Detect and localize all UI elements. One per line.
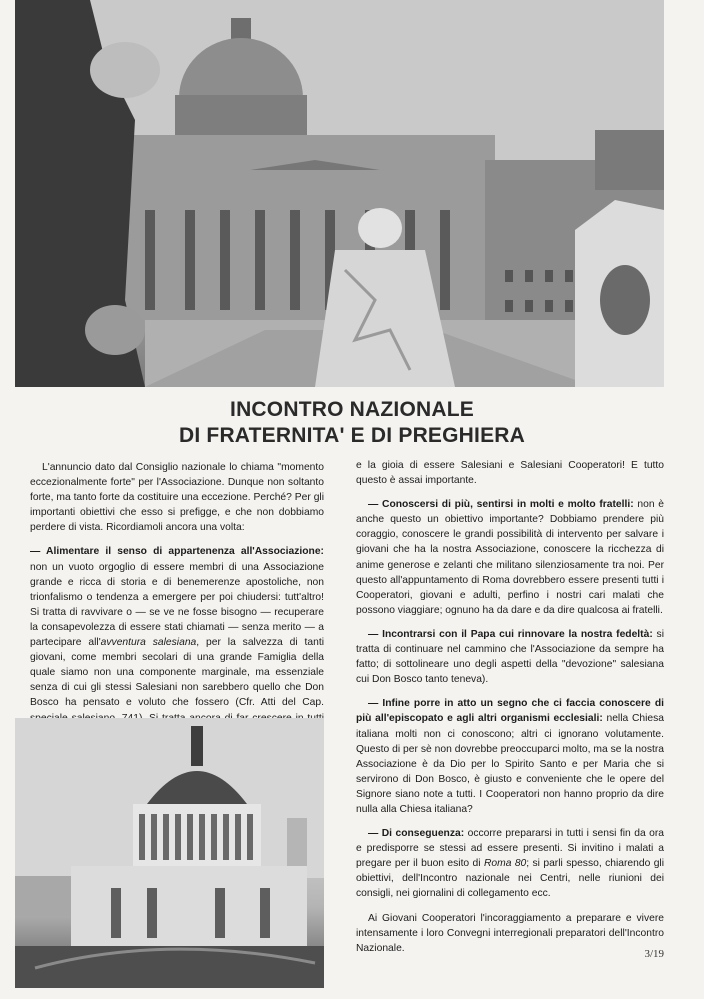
paragraph-segno (356, 696, 664, 817)
headline-line-2: DI FRATERNITA' E DI PREGHIERA (178, 424, 526, 447)
paragraph-appartenenza (30, 544, 324, 740)
body-conseguenza-a: occorre prepararsi in tutti i sensi fin da ora e predisporre se stessi ad essere presenti. Si invitino i malati a pregare per il buon esito di (356, 828, 664, 870)
lead-papa: — Incontrarsi con il Papa cui rinnovare la nostra fedeltà: (368, 628, 653, 640)
page-number: 3/19 (644, 948, 664, 960)
lead-conoscersi: — Conoscersi di più, sentirsi in molti e molto fratelli: (368, 499, 634, 511)
lead-segno: — Infine porre in atto un segno che ci faccia conoscere di più all'episcopato e agli altri organismi ecclesiali: (356, 698, 664, 725)
italic-roma-80: Roma 80 (483, 858, 527, 870)
body-appartenenza-a: non un vuoto orgoglio di essere membri di una Associazione grande e ricca di storia e di benemerenze apostoliche, non trionfalismo o tendenza a emergere per poi chiudersi: tutt'altro! Si tratta di ravvivare o — se ve ne fosse bisogno — recuperare la consapevolezza di essere stati chiamati — senza merito — a partecipare all' (30, 561, 324, 649)
headline-line-1: INCONTRO NAZIONALE (230, 398, 474, 421)
st-peters-basilica-photo (15, 0, 664, 387)
lead-conseguenza: — Di conseguenza: (368, 828, 465, 840)
lead-appartenenza: — Alimentare il senso di appartenenza all'Associazione: (30, 546, 324, 558)
paragraph-gioia: e la gioia di essere Salesiani e Salesiani Cooperatori! E tutto questo è assai importante. (356, 460, 664, 487)
left-column (30, 460, 324, 750)
body-conoscersi: non è anche questo un obiettivo importante? Dobbiamo prendere più coraggio, conoscere le grandi possibilità di intervento per salvare i giovani che ha la nostra Associazione, conoscere la ricchezza di anime generose e zelanti che militano silenziosamente tra noi. Per questo all'appuntamento di Roma dovrebbero essere presenti tutti i Cooperatori, giovani e adulti, perfino i nostri cari malati che possono viaggiare; ognuno ha da dare e da dire qualcosa ai fratelli. (356, 499, 664, 616)
paragraph-conoscersi (356, 497, 664, 618)
body-appartenenza-b: , per la salvezza di tanti giovani, come membri secolari di una grande Famiglia della quale siamo non una componente marginale, ma essenziale senza di cui gli stessi Salesiani non sarebbero quello che Don Bosco ha pensato e voluto che fossero (Cfr. Atti del Cap. (30, 637, 324, 709)
paragraph-giovani: Ai Giovani Cooperatori l'incoraggiamento a preparare e vivere intensamente i loro Convegni interregionali preparatori dell'Incontro Nazionale. (356, 912, 664, 954)
italic-avventura: avventura salesiana (100, 637, 197, 649)
domed-church-photo (15, 718, 324, 988)
body-segno: nella Chiesa italiana molti non ci conoscono; altri ci ignorano volutamente. Questo di per sè non dovrebbe preoccuparci molto, ma se la nostra Associazione è da Dio per lo Spirito Santo e per Maria che si servirono di Don Bosco, è giusto e conveniente che le opere del Signore siano note a tutti. I Cooperatori non hanno proprio da dire nulla alla Chiesa italiana? (356, 713, 664, 815)
body-conseguenza-b: ; si parli spesso, chiarendo gli obiettivi, dell'Incontro nazionale nei Centri, nelle riunioni dei consigli, nei giornalini di collegamento ecc. (356, 858, 664, 900)
paragraph-intro: L'annuncio dato dal Consiglio nazionale lo chiama "momento eccezionalmente forte" per l'Associazione. Dunque non soltanto forte, ma tanto forte da costituire una eccezione. Perché? Per gli importanti obiettivi che esso si prefigge, e che non dobbiamo perdere di vista. Ricordiamoli ancora una volta: (30, 462, 324, 534)
paragraph-conseguenza (356, 826, 664, 901)
body-papa: si tratta di continuare nel cammino che l'Associazione da sempre ha fatto; di sottolineare uno degli aspetti della "devozione" salesiana cui Don Bosco tanto teneva). (356, 628, 664, 686)
paragraph-papa (356, 627, 664, 687)
right-column (356, 458, 664, 965)
